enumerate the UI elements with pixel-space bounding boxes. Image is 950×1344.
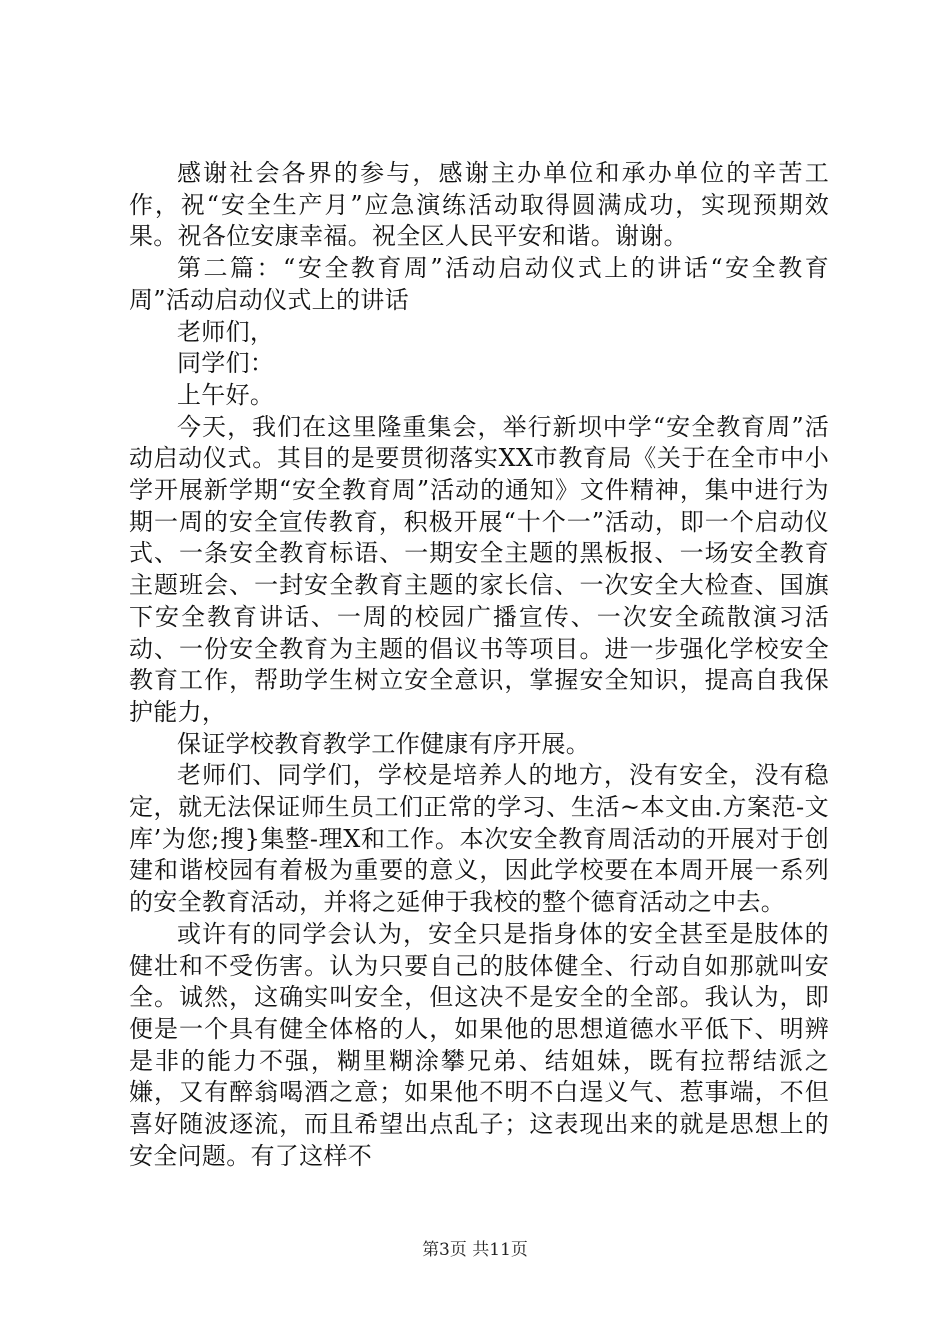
paragraph: 今天，我们在这里隆重集会，举行新坝中学“安全教育周”活动启动仪式。其目的是要贯彻落实XX市教育局《关于在全市中小学开展新学期“安全教育周”活动的通知》文件精神，集中进行为期一周的安全宣传教育，积极开展“十个一”活动，即一个启动仪式、一条安全教育标语、一期安全主题的黑板报、一场安全教育主题班会、一封安全教育主题的家长信、一次安全大检查、国旗下安全教育讲话、一周的校园广播宣传、一次安全疏散演习活动、一份安全教育为主题的倡议书等项目。进一步强化学校安全教育工作，帮助学生树立安全意识，掌握安全知识，提高自我保护能力， bbox=[129, 412, 829, 726]
paragraph: 保证学校教育教学工作健康有序开展。 bbox=[177, 729, 591, 758]
page-number-footer: 第3页 共11页 bbox=[422, 1240, 528, 1260]
salutation-teachers: 老师们， bbox=[177, 317, 275, 346]
greeting: 上午好。 bbox=[177, 380, 275, 409]
paragraph: 感谢社会各界的参与，感谢主办单位和承办单位的辛苦工作，祝“安全生产月”应急演练活动取得圆满成功，实现预期效果。祝各位安康幸福。祝全区人民平安和谐。谢谢。 bbox=[129, 159, 829, 251]
paragraph: 或许有的同学会认为，安全只是指身体的安全甚至是肢体的健壮和不受伤害。认为只要自己的肢体健全、行动自如那就叫安全。诚然，这确实叫安全，但这决不是安全的全部。我认为，即便是一个具有健全体格的人，如果他的思想道德水平低下、明辨是非的能力不强，糊里糊涂攀兄弟、结姐妹，既有拉帮结派之嫌，又有醉翁喝酒之意；如果他不明不白逞义气、惹事端，不但喜好随波逐流，而且希望出点乱子；这表现出来的就是思想上的安全问题。有了这样不 bbox=[129, 919, 829, 1170]
section-heading: 第二篇：“安全教育周”活动启动仪式上的讲话“安全教育周”活动启动仪式上的讲话 bbox=[129, 254, 829, 314]
paragraph: 老师们、同学们，学校是培养人的地方，没有安全，没有稳定，就无法保证师生员工们正常的学习、生活~本文由.方案范-文库’为您;搜}集整-理X和工作。本次安全教育周活动的开展对于创建和谐校园有着极为重要的意义，因此学校要在本周开展一系列的安全教育活动，并将之延伸于我校的整个德育活动之中去。 bbox=[129, 761, 829, 917]
salutation-students: 同学们： bbox=[177, 349, 275, 378]
document-body bbox=[129, 158, 829, 1173]
